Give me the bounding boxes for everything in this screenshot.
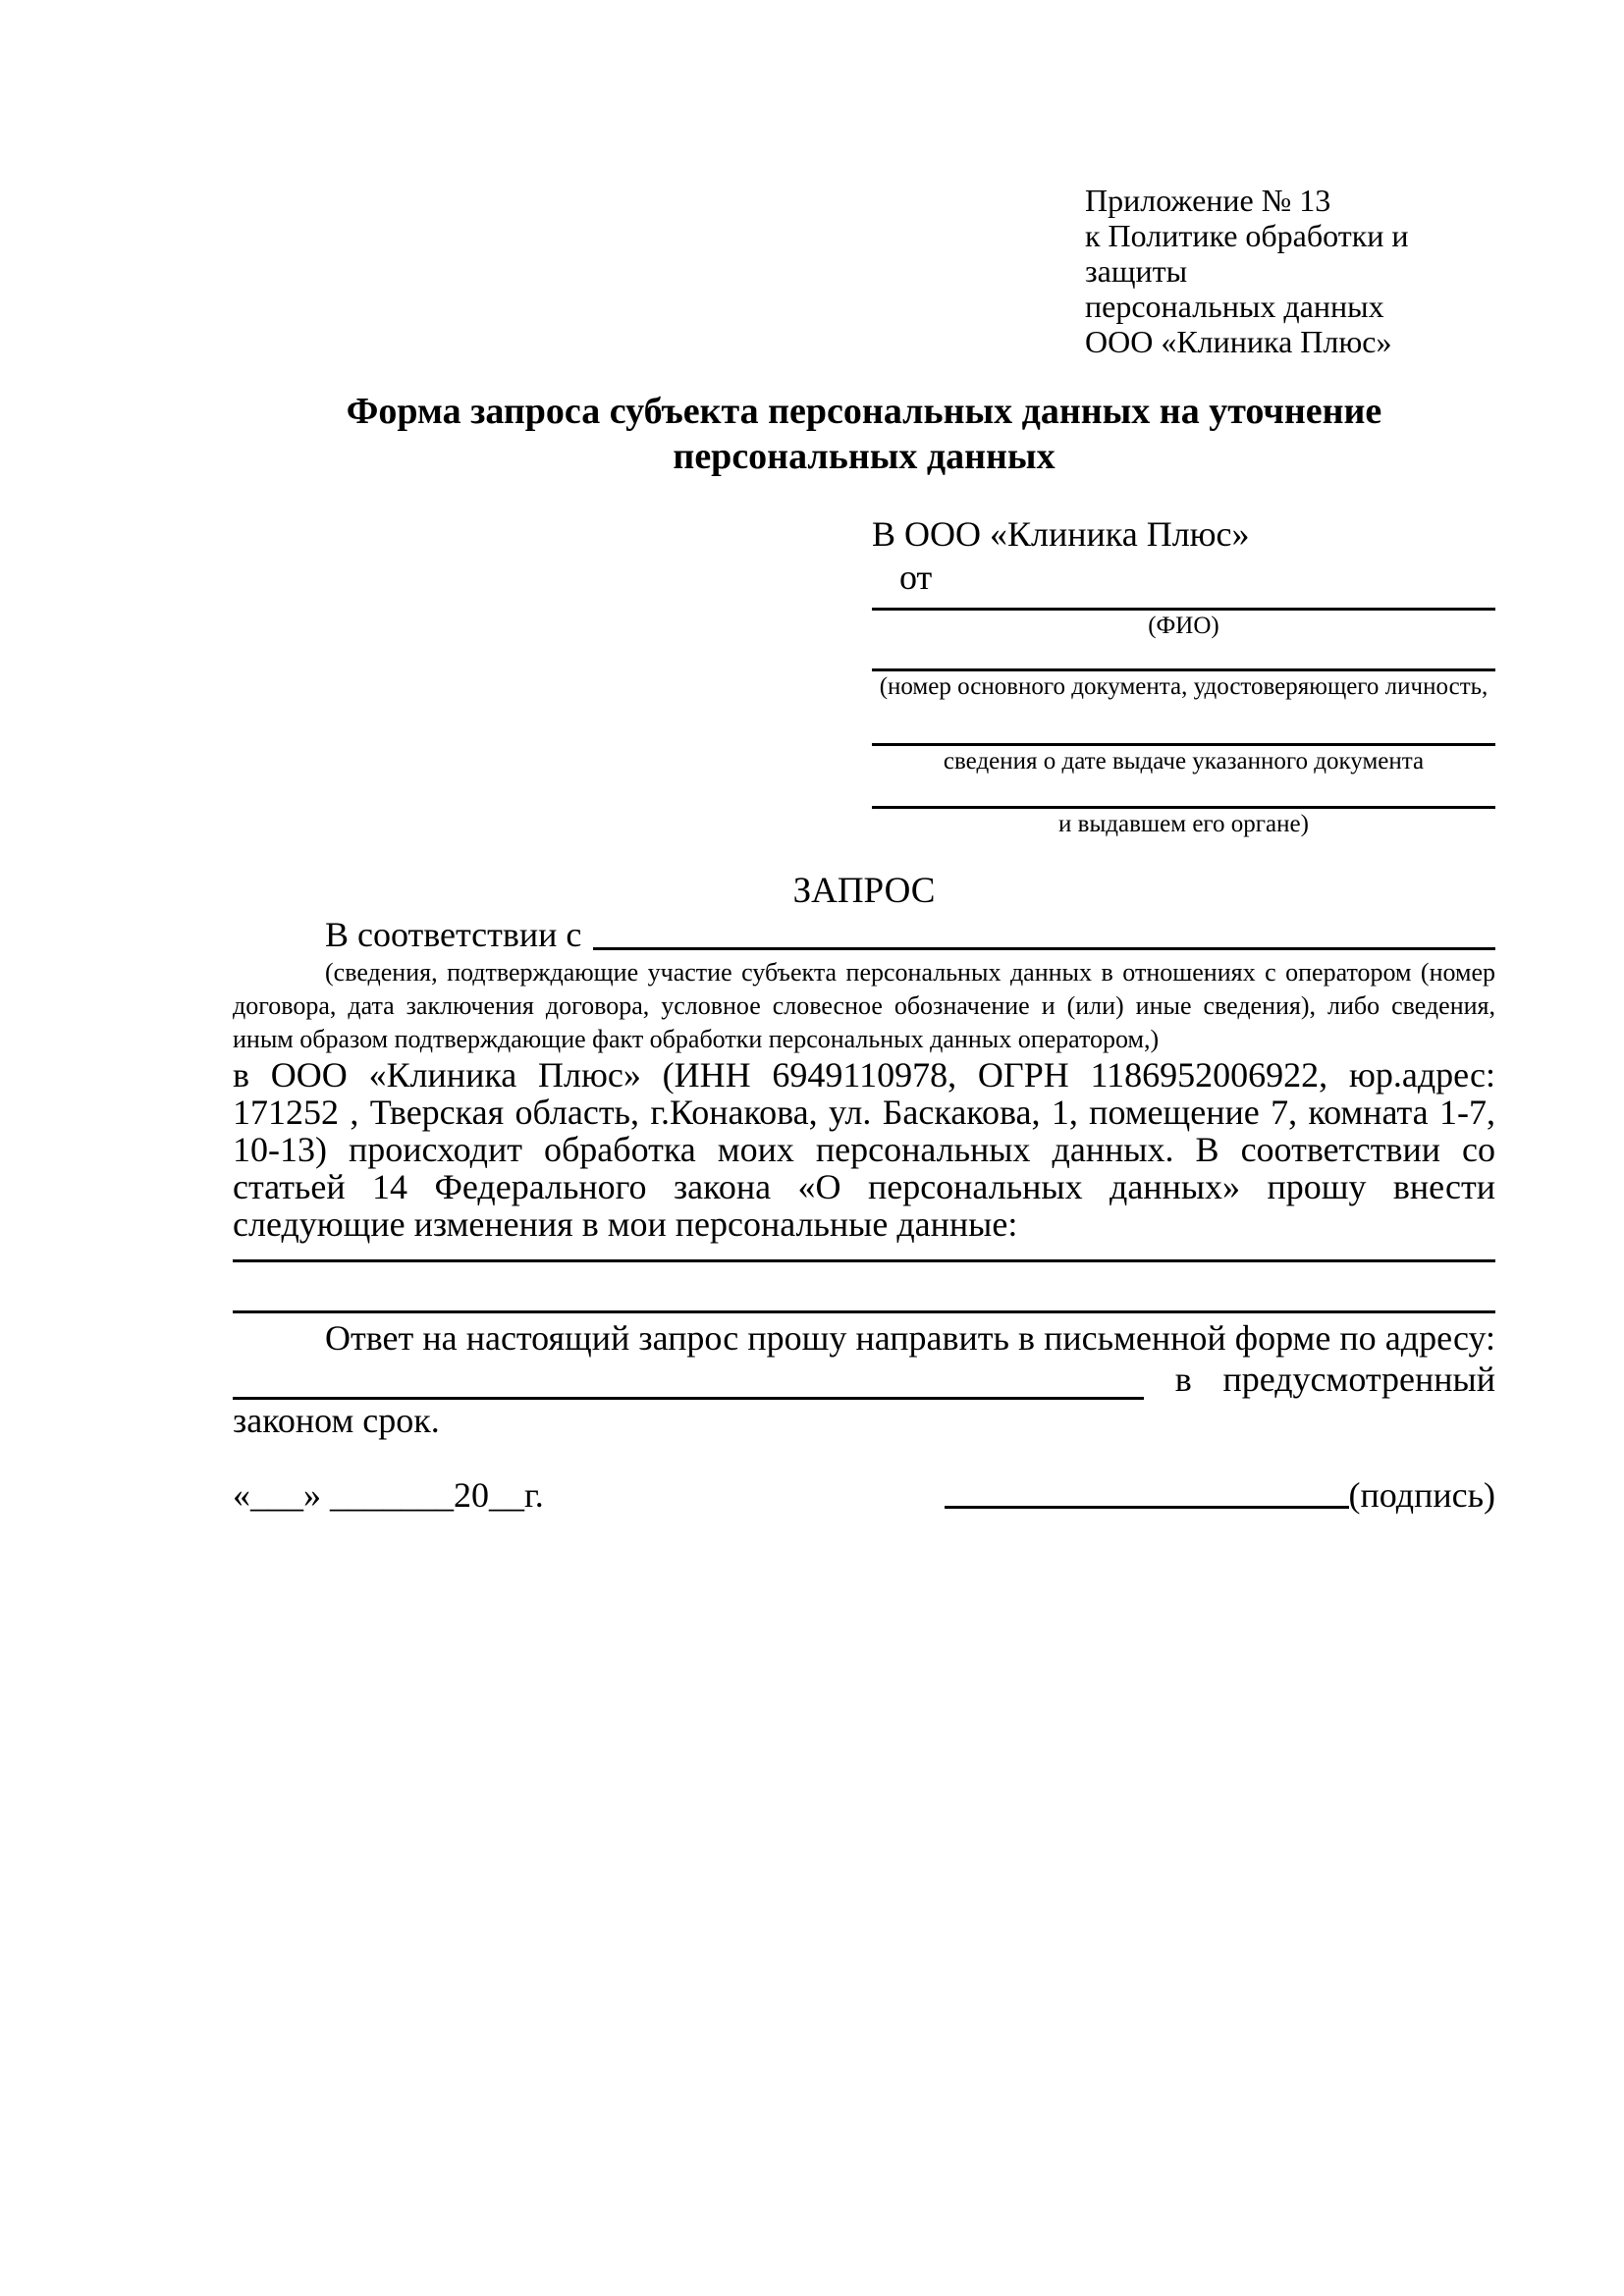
signature-field-line[interactable] <box>945 1475 1349 1509</box>
addressee-to: В ООО «Клиника Плюс» <box>872 514 1250 554</box>
fio-caption: (ФИО) <box>1148 613 1219 639</box>
document-title: Форма запроса субъекта персональных данных на уточнение персональных данных <box>346 391 1382 477</box>
reply-word-mid: в <box>1174 1360 1192 1399</box>
signature-group <box>945 1474 1495 1516</box>
request-body-paragraph: в ООО «Клиника Плюс» (ИНН 6949110978, ОГРН 1186952006922, юр.адрес: 171252 , Тверская область, г.Конакова, ул. Баскакова, 1, помещение 7, комната 1-7, 10-13) происходит обработка моих персональных данных. В соответствии со статьей 14 Федерального закона «О персональных данных» прошу внести следующие изменения в мои персональные данные: <box>233 1055 1495 1244</box>
doc-number-field-line[interactable] <box>872 642 1495 671</box>
reply-word-tail: предусмотренный <box>1222 1360 1495 1399</box>
reply-address-field-line[interactable] <box>233 1362 1144 1400</box>
doc-issue-date-field-line[interactable] <box>872 703 1495 746</box>
accordance-note: (сведения, подтверждающие участие субъекта персональных данных в отношениях с оператором (номер договора, дата заключения договора, условное словесное обозначение и (или) иные сведения), либо сведения, иным образом подтверждающие факт обработки персональных данных оператором,) <box>233 958 1495 1053</box>
appendix-line-1: Приложение № 13 <box>1085 183 1331 218</box>
appendix-header <box>1085 183 1495 359</box>
doc-issue-date-caption: сведения о дате выдаче указанного документа <box>943 748 1425 774</box>
signature-caption: (подпись) <box>1348 1475 1495 1515</box>
signature-row <box>233 1474 1495 1516</box>
reply-sentence: Ответ на настоящий запрос прошу направить в письменной форме по адресу: <box>325 1318 1495 1358</box>
changes-field-line-1[interactable] <box>233 1243 1495 1262</box>
doc-issuer-caption: и выдавшем его органе) <box>1058 811 1309 837</box>
date-blank-field[interactable]: «___» _______20__г. <box>233 1475 544 1515</box>
addressee-block <box>872 512 1495 840</box>
addressee-from-label: от <box>899 558 933 597</box>
fio-field-line[interactable] <box>872 599 1495 611</box>
changes-field-line-2[interactable] <box>233 1262 1495 1313</box>
doc-issuer-field-line[interactable] <box>872 777 1495 809</box>
appendix-line-4: ООО «Клиника Плюс» <box>1085 324 1392 359</box>
request-heading: ЗАПРОС <box>792 871 936 911</box>
doc-number-caption: (номер основного документа, удостоверяющего личность, <box>879 673 1489 700</box>
appendix-line-3: персональных данных <box>1085 289 1384 324</box>
reply-end: законом срок. <box>233 1401 440 1440</box>
reply-address-row <box>233 1359 1495 1400</box>
accordance-row <box>233 913 1495 956</box>
accordance-field-line[interactable] <box>593 947 1495 950</box>
appendix-line-2: к Политике обработки и защиты <box>1085 218 1409 289</box>
accordance-label: В соответствии с <box>325 915 582 954</box>
page-content <box>233 0 1495 1516</box>
